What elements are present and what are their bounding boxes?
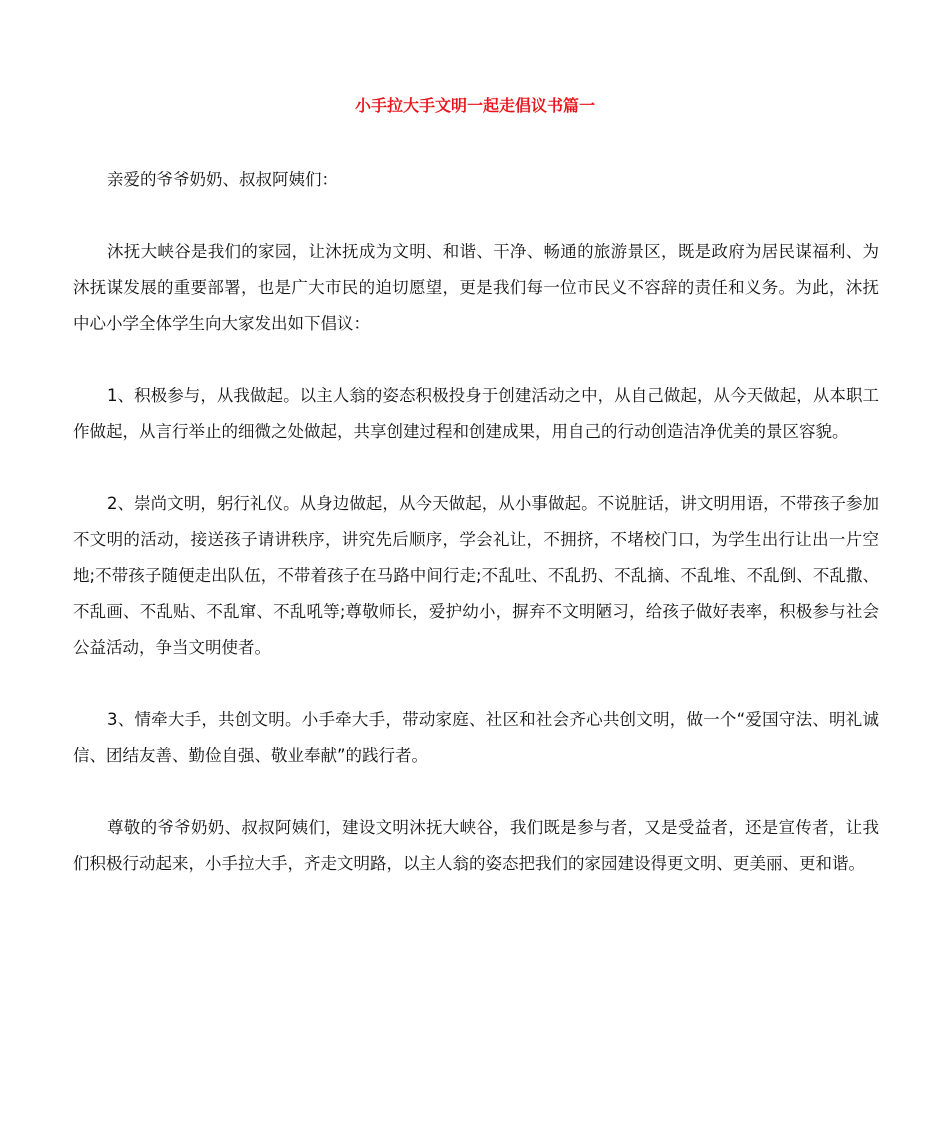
proposal-item-3: 3、情牵大手，共创文明。小手牵大手，带动家庭、社区和社会齐心共创文明，做一个“爱国守法、明礼诚信、团结友善、勤俭自强、敬业奉献”的践行者。 <box>73 710 879 765</box>
proposal-item-2: 2、崇尚文明，躬行礼仪。从身边做起，从今天做起，从小事做起。不说脏话，讲文明用语，不带孩子参加不文明的活动，接送孩子请讲秩序，讲究先后顺序，学会礼让，不拥挤，不堵校门口，为学生出行让出一片空地;不带孩子随便走出队伍，不带着孩子在马路中间行走;不乱吐、不乱扔、不乱摘、不乱堆、不乱倒、不乱撒、不乱画、不乱贴、不乱窜、不乱吼等;尊敬师长，爱护幼小，摒弃不文明陋习，给孩子做好表率，积极参与社会公益活动，争当文明使者。 <box>73 494 879 657</box>
salutation-paragraph: 亲爱的爷爷奶奶、叔叔阿姨们： <box>107 170 338 189</box>
document-body <box>73 162 879 882</box>
intro-paragraph: 沐抚大峡谷是我们的家园，让沐抚成为文明、和谐、干净、畅通的旅游景区，既是政府为居民谋福利、为沐抚谋发展的重要部署，也是广大市民的迫切愿望，更是我们每一位市民义不容辞的责任和义务。为此，沐抚中心小学全体学生向大家发出如下倡议： <box>73 242 879 333</box>
paragraph-gap <box>73 450 879 486</box>
paragraph-gap <box>73 666 879 702</box>
paragraph-gap <box>73 198 879 234</box>
proposal-item-1: 1、积极参与，从我做起。以主人翁的姿态积极投身于创建活动之中，从自己做起，从今天做起，从本职工作做起，从言行举止的细微之处做起，共享创建过程和创建成果，用自己的行动创造洁净优美的景区容貌。 <box>73 386 879 441</box>
document-title: 小手拉大手文明一起走倡议书篇一 <box>354 96 595 115</box>
closing-paragraph: 尊敬的爷爷奶奶、叔叔阿姨们，建设文明沐抚大峡谷，我们既是参与者，又是受益者，还是宣传者，让我们积极行动起来，小手拉大手，齐走文明路，以主人翁的姿态把我们的家园建设得更文明、更美丽、更和谐。 <box>73 818 879 873</box>
paragraph-gap <box>73 774 879 810</box>
paragraph-gap <box>73 342 879 378</box>
